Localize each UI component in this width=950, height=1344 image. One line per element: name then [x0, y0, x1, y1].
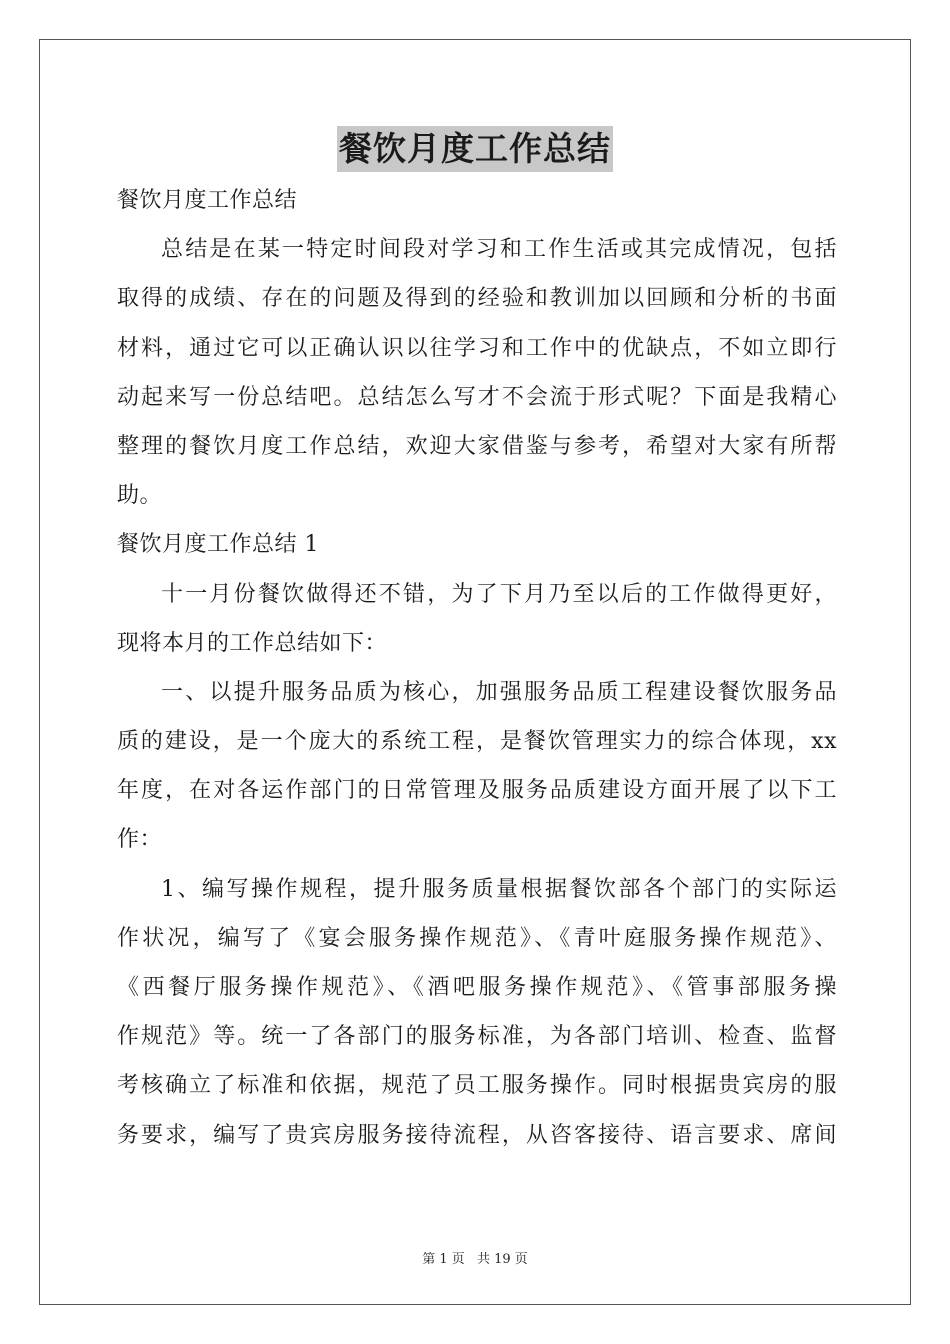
document-title: 餐饮月度工作总结	[337, 126, 613, 172]
page-footer	[0, 1248, 950, 1267]
text-line: 年度，在对各运作部门的日常管理及服务品质建设方面开展了以下工	[117, 778, 837, 804]
text-line: 《西餐厅服务操作规范》、《酒吧服务操作规范》、《管事部服务操	[117, 975, 837, 1000]
text-line: 餐饮月度工作总结 1	[117, 532, 319, 558]
text-line: 材料，通过它可以正确认识以往学习和工作中的优缺点，不如立即行	[117, 335, 837, 361]
page-number: 第 1 页	[422, 1252, 465, 1267]
text-line: 餐饮月度工作总结	[117, 188, 298, 213]
text-line: 一、以提升服务品质为核心，加强服务品质工程建设餐饮服务品	[161, 679, 837, 705]
text-line: 1、编写操作规程，提升服务质量根据餐饮部各个部门的实际运	[161, 876, 837, 902]
document-body	[117, 176, 837, 1160]
text-line: 整理的餐饮月度工作总结，欢迎大家借鉴与参考，希望对大家有所帮	[117, 433, 837, 459]
title-container	[0, 126, 950, 172]
text-line: 作规范》等。统一了各部门的服务标准，为各部门培训、检查、监督	[117, 1024, 837, 1050]
text-line: 动起来写一份总结吧。总结怎么写才不会流于形式呢？下面是我精心	[117, 384, 837, 410]
text-line: 十一月份餐饮做得还不错，为了下月乃至以后的工作做得更好，	[161, 581, 837, 607]
text-line: 质的建设，是一个庞大的系统工程，是餐饮管理实力的综合体现，xx	[117, 729, 837, 755]
text-line: 取得的成绩、存在的问题及得到的经验和教训加以回顾和分析的书面	[117, 286, 837, 312]
text-line: 助。	[117, 483, 163, 509]
text-line: 考核确立了标准和依据，规范了员工服务操作。同时根据贵宾房的服	[117, 1073, 837, 1099]
text-line: 作：	[117, 827, 163, 853]
page-total: 共 19 页	[476, 1252, 528, 1267]
text-line: 现将本月的工作总结如下：	[117, 630, 388, 656]
text-line: 务要求，编写了贵宾房服务接待流程，从咨客接待、语言要求、席间	[117, 1122, 837, 1148]
text-line: 作状况，编写了《宴会服务操作规范》、《青叶庭服务操作规范》、	[117, 925, 837, 951]
text-line: 总结是在某一特定时间段对学习和工作生活或其完成情况，包括	[161, 237, 837, 263]
